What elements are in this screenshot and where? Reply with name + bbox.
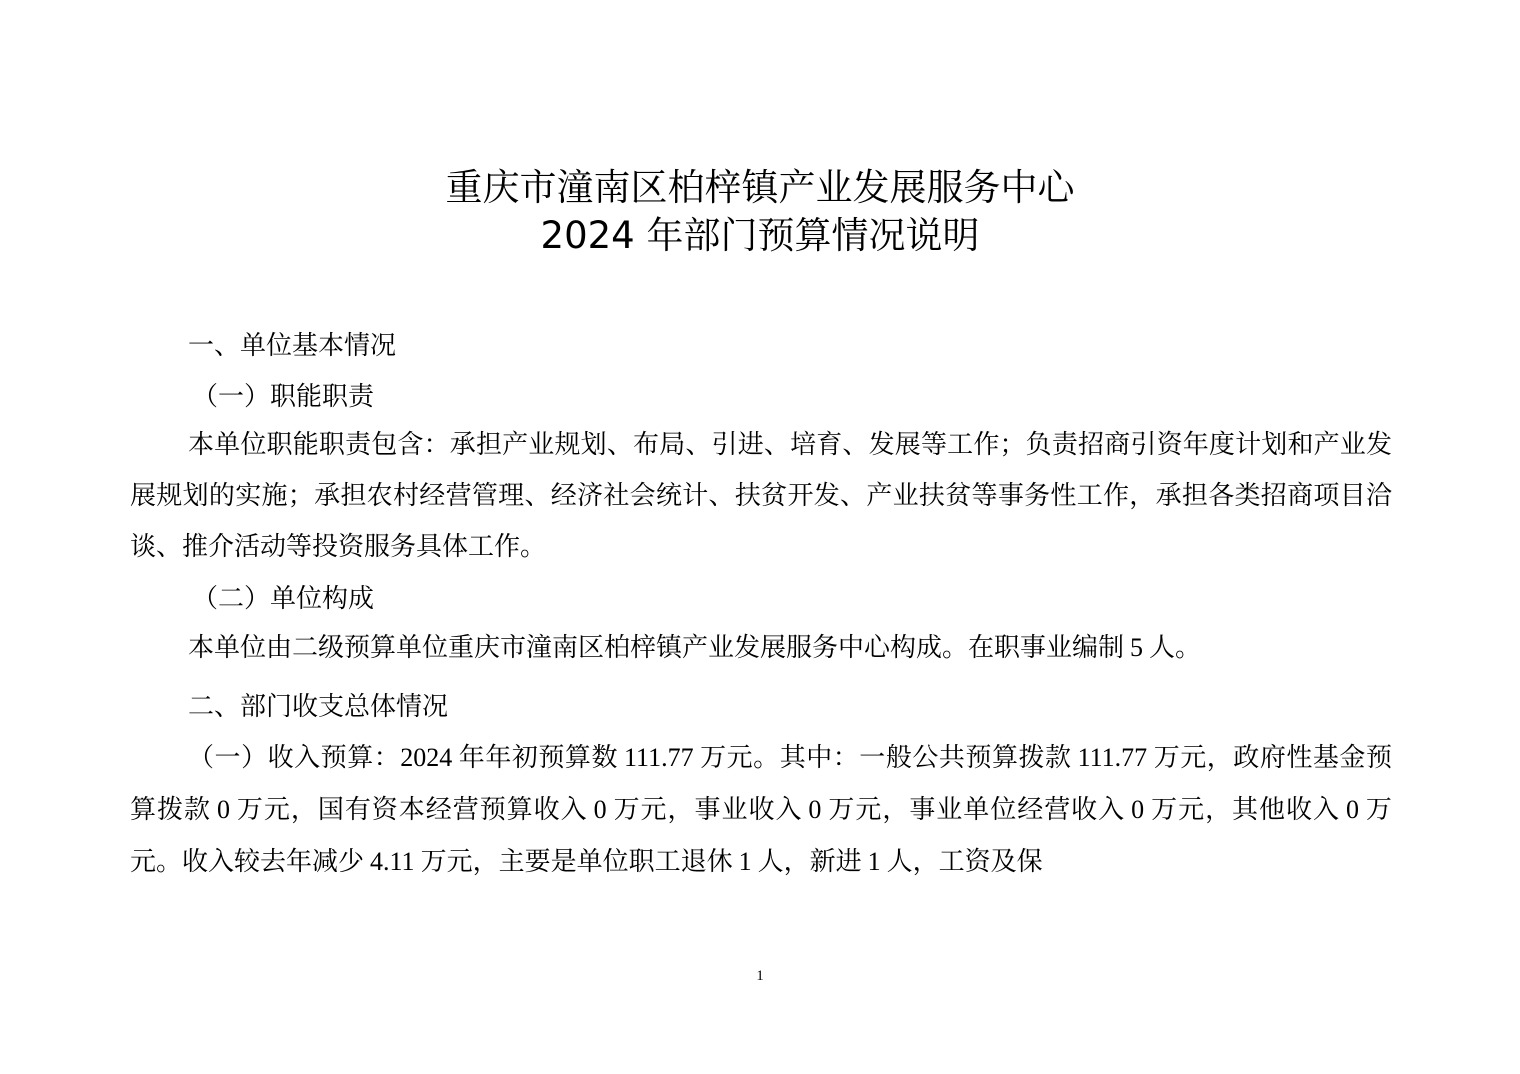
income-text-2: 万元。其中：一般公共预算拨款 [699,743,1072,773]
subsection-composition-heading: （二）单位构成 [192,584,375,614]
duties-paragraph: 本单位职能职责包含：承担产业规划、布局、引进、培育、发展等工作；负责招商引资年度计划和产业发展规划的实施；承担农村经营管理、经济社会统计、扶贫开发、产业扶贫等事务性工作，承担各类招商项目洽谈、推介活动等投资服务具体工作。 [130,430,1392,562]
general-budget-amount: 111.77 [1077,743,1148,772]
title-line-1: 重庆市潼南区柏梓镇产业发展服务中心 [445,166,1075,209]
income-text-1: 年年初预算数 [458,743,618,773]
fund-budget-amount: 0 [216,795,230,824]
title-line-2: 2024 年部门预算情况说明 [540,214,980,257]
business-income-amount: 0 [808,795,822,824]
retired-count: 1 [738,847,752,876]
page-number: 1 [756,968,764,984]
income-text-10: 人，新进 [757,847,862,877]
income-text-11: 人，工资及保 [886,847,1043,877]
income-paragraph [130,732,1392,888]
income-text-9: 万元，主要是单位职工退休 [420,847,733,877]
income-label: （一）收入预算： [188,743,401,773]
budget-year: 2024 [400,743,453,772]
document-body [130,321,1392,888]
income-text-3: 万元，政府性基金预算拨款 [130,743,1392,825]
section-1-heading: 一、单位基本情况 [188,331,397,361]
income-text-5: 万元，事业收入 [612,795,803,825]
composition-paragraph [130,622,1392,674]
decrease-amount: 4.11 [370,847,415,876]
income-text-7: 万元，其他收入 [1150,795,1340,825]
income-total: 111.77 [624,743,694,772]
composition-unit: 人。 [1149,633,1202,663]
new-hires-count: 1 [867,847,881,876]
state-capital-amount: 0 [593,795,607,824]
operating-income-amount: 0 [1131,795,1145,824]
subsection-duties-heading: （一）职能职责 [192,382,375,412]
income-text-4: 万元，国有资本经营预算收入 [235,795,588,825]
section-2-heading: 二、部门收支总体情况 [188,692,449,722]
income-text-6: 万元，事业单位经营收入 [827,795,1126,825]
composition-text: 本单位由二级预算单位重庆市潼南区柏梓镇产业发展服务中心构成。在职事业编制 [188,633,1125,663]
document-title [0,164,1520,260]
other-income-amount: 0 [1345,795,1359,824]
income-text-8: 万元。收入较去年减少 [130,795,1392,877]
staff-count: 5 [1130,633,1144,662]
